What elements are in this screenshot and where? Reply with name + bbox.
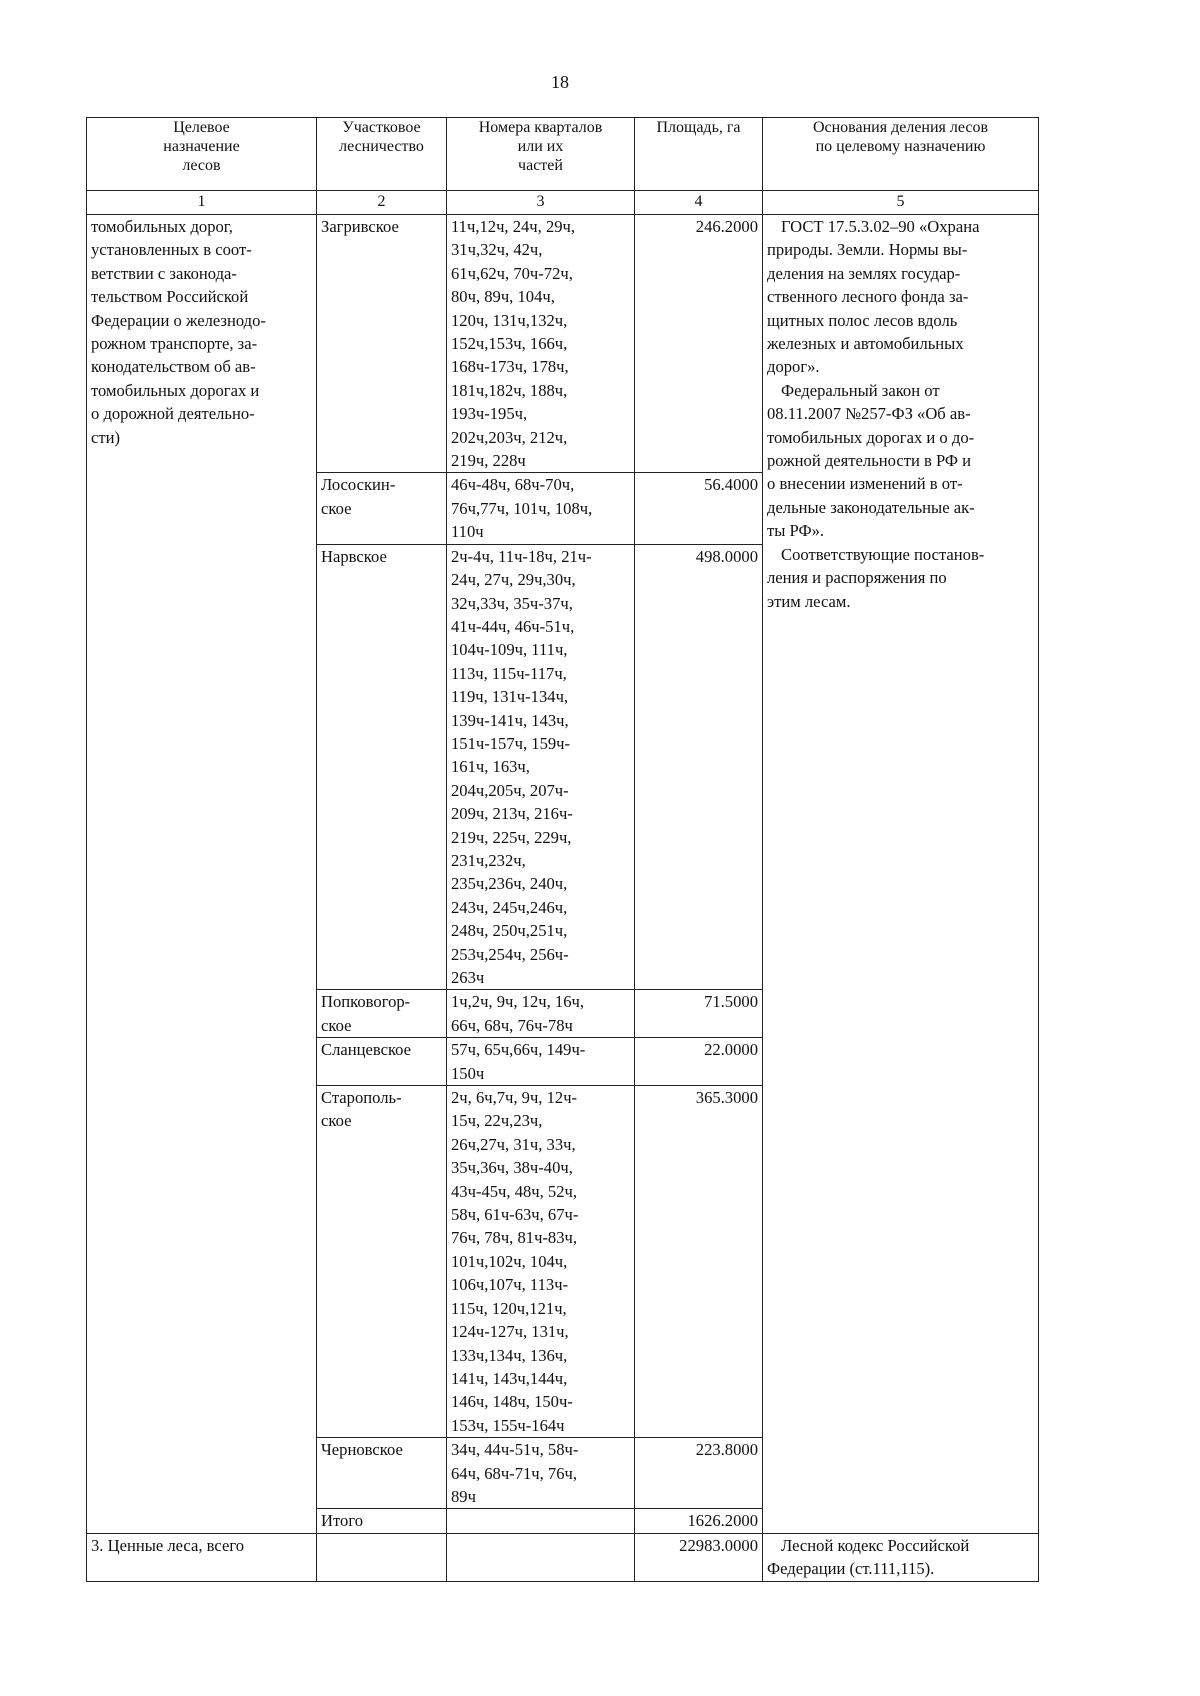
forest-purpose-table <box>86 117 1039 1582</box>
quarters-line: 168ч-173ч, 178ч, <box>451 357 569 377</box>
quarters-line: 119ч, 131ч-134ч, <box>451 687 569 707</box>
purpose-line: рожном транспорте, за- <box>91 334 258 354</box>
quarters-line: 110ч <box>451 522 484 542</box>
forestry-line: ское <box>321 1111 352 1131</box>
forestry-line: Старополь- <box>321 1088 402 1108</box>
quarters-line: 2ч, 6ч,7ч, 9ч, 12ч- <box>451 1088 578 1108</box>
quarters-line: 106ч,107ч, 113ч- <box>451 1275 569 1295</box>
basis-line: дельные законодательные ак- <box>767 497 975 517</box>
basis-line: рожной деятельности в РФ и <box>767 451 972 471</box>
forestry-line: Попковогор- <box>321 992 411 1012</box>
forestry-cell <box>317 1438 447 1509</box>
basis-line: этим лесам. <box>767 591 851 611</box>
quarters-line: 64ч, 68ч-71ч, 76ч, <box>451 1463 578 1483</box>
quarters-cell <box>447 1509 635 1533</box>
basis-line: ты РФ». <box>767 521 825 541</box>
table-row <box>87 215 1039 473</box>
purpose-line: ветствии с законода- <box>91 263 237 283</box>
forestry-cell <box>317 1086 447 1438</box>
basis-line: 08.11.2007 №257-ФЗ «Об ав- <box>767 404 971 424</box>
column-number: 3 <box>447 191 635 215</box>
forestry-line: ское <box>321 498 352 518</box>
quarters-line: 152ч,153ч, 166ч, <box>451 334 568 354</box>
basis-line: Федеральный закон от <box>781 380 940 400</box>
quarters-line: 133ч,134ч, 136ч, <box>451 1345 568 1365</box>
purpose-line: томобильных дорогах и <box>91 380 260 400</box>
quarters-line: 1ч,2ч, 9ч, 12ч, 16ч, <box>451 992 584 1012</box>
header-forestry: Участковое лесничество <box>317 118 447 191</box>
quarters-line: 15ч, 22ч,23ч, <box>451 1111 543 1131</box>
header-quarters: Номера кварталов или их частей <box>447 118 635 191</box>
basis-line: щитных полос лесов вдоль <box>767 310 958 330</box>
header-basis: Основания деления лесов по целевому назначению <box>763 118 1039 191</box>
valuable-purpose: 3. Ценные леса, всего <box>87 1533 317 1581</box>
basis-line: ГОСТ 17.5.3.02–90 «Охрана <box>781 217 980 236</box>
area-cell: 223.8000 <box>635 1438 763 1509</box>
page-number: 18 <box>551 72 569 92</box>
quarters-line: 2ч-4ч, 11ч-18ч, 21ч- <box>451 546 592 566</box>
quarters-line: 202ч,203ч, 212ч, <box>451 427 568 447</box>
quarters-line: 204ч,205ч, 207ч- <box>451 780 569 800</box>
quarters-line: 235ч,236ч, 240ч, <box>451 874 568 894</box>
purpose-line: сти) <box>91 427 121 447</box>
forestry-line: ское <box>321 1015 352 1035</box>
quarters-cell <box>447 473 635 544</box>
basis-line: железных и автомобильных <box>767 334 964 354</box>
quarters-line: 248ч, 250ч,251ч, <box>451 921 568 941</box>
quarters-line: 146ч, 148ч, 150ч- <box>451 1392 573 1412</box>
quarters-line: 141ч, 143ч,144ч, <box>451 1368 568 1388</box>
valuable-area: 22983.0000 <box>635 1533 763 1581</box>
basis-line: о внесении изменений в от- <box>767 474 963 494</box>
quarters-line: 231ч,232ч, <box>451 850 526 870</box>
quarters-cell <box>447 1038 635 1086</box>
area-cell: 71.5000 <box>635 990 763 1038</box>
quarters-line: 32ч,33ч, 35ч-37ч, <box>451 593 573 613</box>
quarters-cell <box>447 544 635 990</box>
quarters-line: 80ч, 89ч, 104ч, <box>451 287 555 307</box>
area-cell: 22.0000 <box>635 1038 763 1086</box>
quarters-line: 124ч-127ч, 131ч, <box>451 1322 569 1342</box>
basis-line: Федерации (ст.111,115). <box>767 1559 935 1579</box>
area-cell: 498.0000 <box>635 544 763 990</box>
quarters-line: 113ч, 115ч-117ч, <box>451 663 567 683</box>
quarters-line: 153ч, 155ч-164ч <box>451 1415 565 1435</box>
quarters-line: 24ч, 27ч, 29ч,30ч, <box>451 570 576 590</box>
column-number-row <box>87 191 1039 215</box>
quarters-line: 219ч, 225ч, 229ч, <box>451 827 572 847</box>
purpose-line: установленных в соот- <box>91 240 252 260</box>
quarters-line: 181ч,182ч, 188ч, <box>451 380 568 400</box>
basis-line: ления и распоряжения по <box>767 568 947 588</box>
forestry-cell <box>317 1038 447 1086</box>
total-label: Итого <box>317 1509 447 1533</box>
quarters-line: 139ч-141ч, 143ч, <box>451 710 569 730</box>
quarters-line: 76ч, 78ч, 81ч-83ч, <box>451 1228 578 1248</box>
forestry-cell <box>317 544 447 990</box>
basis-line: Лесной кодекс Российской <box>781 1535 970 1555</box>
purpose-cell <box>87 215 317 1534</box>
column-number: 2 <box>317 191 447 215</box>
quarters-line: 34ч, 44ч-51ч, 58ч- <box>451 1440 579 1460</box>
quarters-line: 66ч, 68ч, 76ч-78ч <box>451 1015 573 1035</box>
quarters-line: 89ч <box>451 1486 476 1506</box>
table-header-row <box>87 118 1039 191</box>
column-number: 1 <box>87 191 317 215</box>
forestry-line: Загривское <box>321 217 399 236</box>
quarters-line: 104ч-109ч, 111ч, <box>451 640 568 660</box>
quarters-line: 41ч-44ч, 46ч-51ч, <box>451 616 575 636</box>
quarters-line: 26ч,27ч, 31ч, 33ч, <box>451 1134 576 1154</box>
quarters-cell <box>447 990 635 1038</box>
purpose-line: Федерации о железнодо- <box>91 310 266 330</box>
quarters-line: 209ч, 213ч, 216ч- <box>451 804 573 824</box>
quarters-line: 219ч, 228ч <box>451 451 526 471</box>
forestry-cell <box>317 990 447 1038</box>
basis-line: природы. Земли. Нормы вы- <box>767 240 968 260</box>
area-cell: 56.4000 <box>635 473 763 544</box>
purpose-line: о дорожной деятельно- <box>91 404 255 424</box>
basis-paragraph <box>767 215 1034 379</box>
header-area: Площадь, га <box>635 118 763 191</box>
valuable-basis <box>763 1533 1039 1581</box>
quarters-cell <box>447 1533 635 1581</box>
quarters-line: 58ч, 61ч-63ч, 67ч- <box>451 1205 579 1225</box>
quarters-line: 76ч,77ч, 101ч, 108ч, <box>451 498 593 518</box>
quarters-line: 61ч,62ч, 70ч-72ч, <box>451 263 573 283</box>
basis-line: ственного лесного фонда за- <box>767 287 969 307</box>
quarters-line: 57ч, 65ч,66ч, 149ч- <box>451 1040 586 1060</box>
quarters-cell <box>447 1086 635 1438</box>
quarters-line: 150ч <box>451 1063 485 1083</box>
purpose-line: томобильных дорог, <box>91 217 233 236</box>
valuable-forests-row <box>87 1533 1039 1581</box>
quarters-line: 46ч-48ч, 68ч-70ч, <box>451 475 575 495</box>
quarters-line: 253ч,254ч, 256ч- <box>451 944 569 964</box>
column-number: 4 <box>635 191 763 215</box>
quarters-line: 31ч,32ч, 42ч, <box>451 240 543 260</box>
area-cell: 365.3000 <box>635 1086 763 1438</box>
quarters-line: 193ч-195ч, <box>451 404 528 424</box>
purpose-line: конодательством об ав- <box>91 357 256 377</box>
area-cell: 246.2000 <box>635 215 763 473</box>
basis-line: Соответствующие постанов- <box>781 544 985 564</box>
forestry-line: Нарвское <box>321 546 387 566</box>
purpose-line: тельством Российской <box>91 287 249 307</box>
quarters-line: 35ч,36ч, 38ч-40ч, <box>451 1158 573 1178</box>
forestry-line: Черновское <box>321 1440 403 1460</box>
quarters-line: 243ч, 245ч,246ч, <box>451 897 568 917</box>
forestry-line: Лососкин- <box>321 475 396 495</box>
quarters-line: 120ч, 131ч,132ч, <box>451 310 568 330</box>
quarters-line: 43ч-45ч, 48ч, 52ч, <box>451 1181 578 1201</box>
total-area: 1626.2000 <box>635 1509 763 1533</box>
basis-line: дорог». <box>767 357 820 377</box>
quarters-line: 263ч <box>451 968 485 987</box>
quarters-line: 115ч, 120ч,121ч, <box>451 1298 567 1318</box>
basis-line: деления на землях государ- <box>767 263 961 283</box>
quarters-line: 101ч,102ч, 104ч, <box>451 1251 568 1271</box>
forestry-cell <box>317 1533 447 1581</box>
header-purpose: Целевое назначение лесов <box>87 118 317 191</box>
forestry-cell <box>317 215 447 473</box>
quarters-line: 151ч-157ч, 159ч- <box>451 733 571 753</box>
quarters-line: 161ч, 163ч, <box>451 757 530 777</box>
basis-paragraph <box>767 379 1034 543</box>
forestry-cell <box>317 473 447 544</box>
quarters-cell <box>447 215 635 473</box>
forestry-line: Сланцевское <box>321 1040 412 1060</box>
quarters-line: 11ч,12ч, 24ч, 29ч, <box>451 217 576 236</box>
quarters-cell <box>447 1438 635 1509</box>
column-number: 5 <box>763 191 1039 215</box>
basis-paragraph <box>767 543 1034 613</box>
basis-line: томобильных дорогах и о до- <box>767 427 975 447</box>
basis-cell <box>763 215 1039 1534</box>
